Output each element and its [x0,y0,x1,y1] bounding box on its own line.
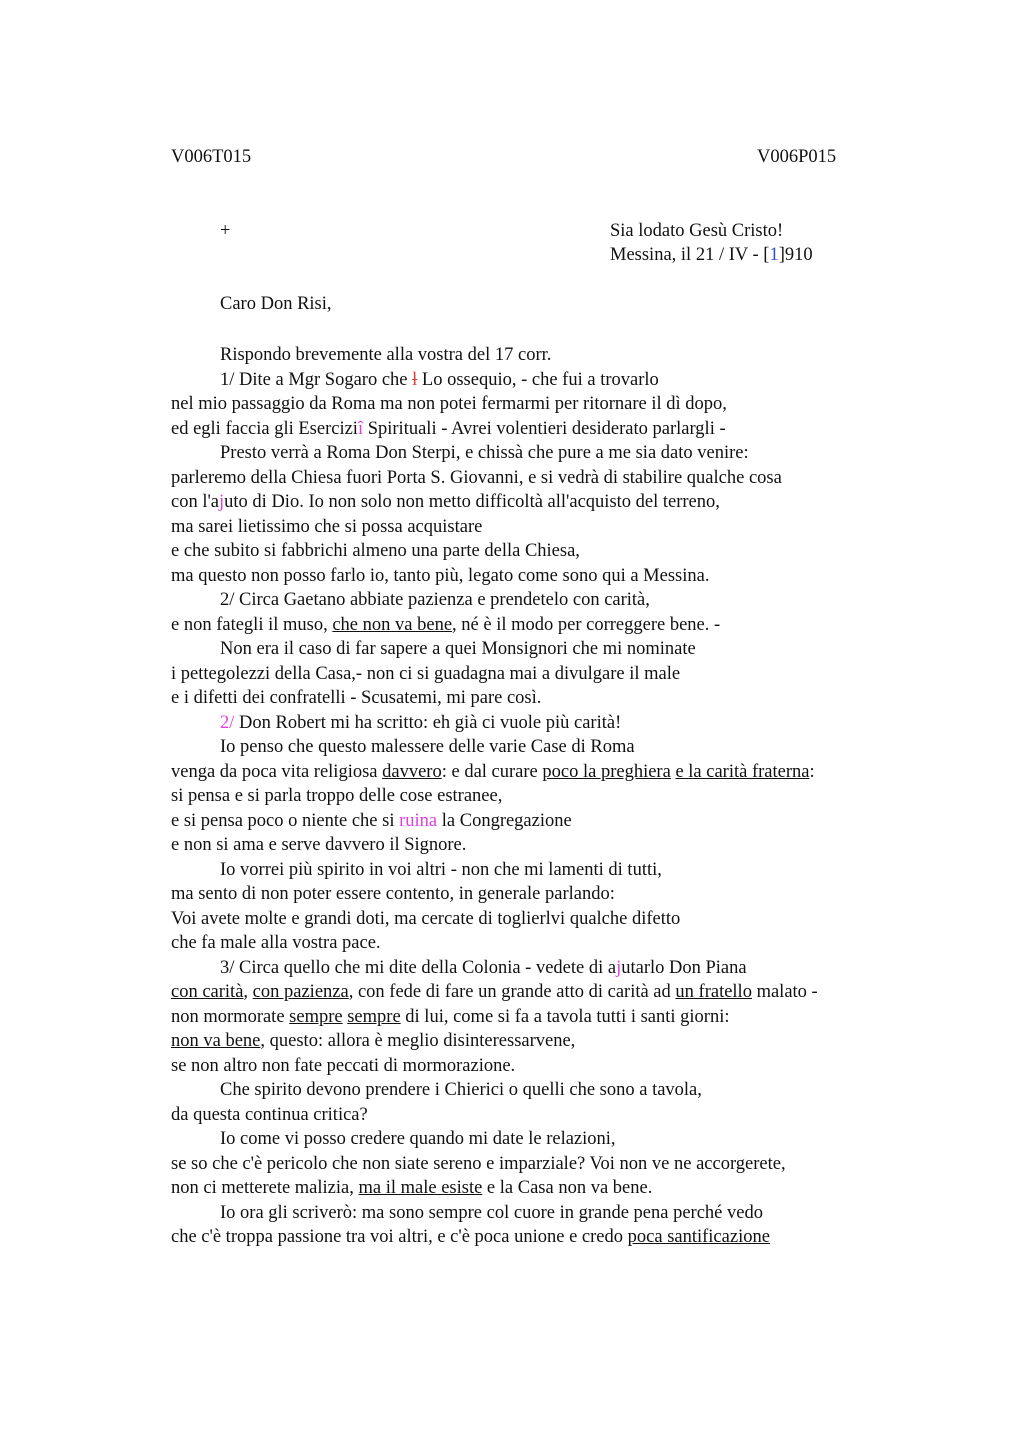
line-text: e non fategli il muso, [171,614,333,635]
line-text: non ci metterete malizia, [171,1178,359,1198]
line-text: di lui, come si fa a tavola tutti i santi giorni: [400,1006,730,1027]
line-text: e che subito si fabbrichi almeno una parte della Chiesa, [171,541,580,561]
line-text: Lo ossequio, - che fui a trovarlo [417,369,659,390]
underlined-text: poco la preghiera [542,761,671,782]
line-text: Io come vi posso credere quando mi date le relazioni, [220,1129,616,1149]
line-text: , né è il modo per correggere bene. - [452,614,721,635]
editorial-correction: ruina [399,810,438,831]
letter-line [171,613,951,638]
underlined-text: con pazienza [252,982,349,1002]
underlined-text: poca santificazione [627,1227,770,1247]
salutation-line: Sia lodato Gesù Cristo! [610,221,784,241]
underlined-text: non va bene [171,1031,261,1051]
letter-line [171,882,951,907]
line-text: ma sento di non poter essere contento, in generale parlando: [171,884,615,904]
line-text: se non altro non fate peccati di mormorazione. [171,1055,516,1076]
line-text: 3/ Circa quello che mi dite della Colonia - vedete di a [220,957,617,978]
line-text: : [809,761,815,782]
line-text: , con fede di fare un grande atto di carità ad [348,982,676,1002]
line-text: Don Robert mi ha scritto: eh già ci vuole più carità! [234,712,622,733]
letter-line [171,1103,951,1128]
letter-line [171,809,951,834]
letter-line [171,931,951,956]
line-text: che c'è troppa passione tra voi altri, e c'è poca unione e credo [171,1227,628,1247]
line-text: con l'a [171,492,220,512]
letter-line [171,539,951,564]
underlined-text: con carità [171,982,244,1002]
line-text: , [243,982,253,1002]
line-text: : e dal curare [441,761,543,782]
letter-line [171,833,951,858]
line-text: ma questo non posso farlo io, tanto più, legato come sono qui a Messina. [171,565,710,586]
letter-line [171,1078,951,1103]
underlined-text: sempre [347,1006,401,1027]
editorial-correction: 2 [220,712,230,733]
letter-line [171,392,951,417]
letter-line [171,637,951,662]
letter-line [171,490,951,515]
underlined-text: ma il male esiste [358,1178,483,1198]
letter-line [171,907,951,932]
letter-line [171,1176,951,1201]
line-text: parleremo della Chiesa fuori Porta S. Giovanni, e si vedrà di stabilire qualche cosa [171,467,782,488]
letter-line [171,1225,951,1250]
line-text: se so che c'è pericolo che non siate sereno e imparziale? Voi non ve ne accorgerete, [171,1153,786,1174]
line-text: non mormorate [171,1006,290,1027]
letter-line [171,1201,951,1226]
line-text: venga da poca vita religiosa [171,761,383,782]
line-text: nel mio passaggio da Roma ma non potei fermarmi per ritornare il dì dopo, [171,394,727,414]
letter-line [171,1005,951,1030]
letter-line [171,466,951,491]
letter-line [171,441,951,466]
line-text: si pensa e si parla troppo delle cose estranee, [171,786,503,806]
letter-line [171,588,951,613]
line-text: 1/ Dite a Mgr Sogaro che [220,369,413,390]
underlined-text: sempre [289,1006,343,1027]
line-text: i pettegolezzi della Casa,- non ci si guadagna mai a divulgare il male [171,663,681,684]
line-text: Rispondo brevemente alla vostra del 17 corr. [220,345,552,365]
letter-line [171,956,951,981]
line-text: Che spirito devono prendere i Chierici o quelli che sono a tavola, [220,1080,702,1100]
line-text: Io ora gli scriverò: ma sono sempre col cuore in grande pena perché vedo [220,1202,763,1223]
letter-line [171,760,951,785]
editorial-correction: / [229,712,235,733]
line-text: che fa male alla vostra pace. [171,933,381,953]
letter-line [171,784,951,809]
line-text: uto di Dio. Io non solo non metto difficoltà all'acquisto del terreno, [224,492,720,512]
line-text: Voi avete molte e grandi doti, ma cercate di toglierlvi qualche difetto [171,908,681,929]
dateline-text-end: ]910 [778,245,813,265]
dateline-editorial-insert: 1 [769,245,779,265]
line-text: Io penso che questo malessere delle varie Case di Roma [220,737,635,757]
line-text: Presto verrà a Roma Don Sterpi, e chissà che pure a me sia dato venire: [220,443,749,463]
line-text: e la Casa non va bene. [482,1178,653,1198]
line-text: Non era il caso di far sapere a quei Monsignori che mi nominate [220,639,696,659]
letter-line [171,735,951,760]
letter-line [171,343,951,368]
underlined-text: che non va bene [332,614,453,635]
line-text: la Congregazione [437,810,572,831]
line-text: Io vorrei più spirito in voi altri - non che mi lamenti di tutti, [220,859,662,880]
line-text: utarlo Don Piana [621,957,747,978]
letter-line [171,686,951,711]
line-text: Spirituali - Avrei volentieri desiderato parlargli - [363,418,726,439]
letter-line [171,1152,951,1177]
letter-line [171,858,951,883]
line-text: malato - [751,982,818,1002]
struck-character: l [412,369,418,390]
letter-line [171,368,951,393]
letter-line [171,417,951,442]
document-code-right: V006P015 [757,147,837,167]
letter-line [171,515,951,540]
line-text: e i difetti dei confratelli - Scusatemi, mi pare così. [171,688,542,708]
underlined-text: un fratello [675,982,752,1002]
dateline [610,245,813,266]
line-text: ed egli faccia gli Esercizi [171,418,358,439]
letter-line [171,1054,951,1079]
dateline-text: Messina, il 21 / IV - [ [610,245,770,265]
document-code-left: V006T015 [171,147,252,167]
editorial-correction: j [616,957,622,978]
line-text: ma sarei lietissimo che si possa acquistare [171,516,483,537]
line-text: e si pensa poco o niente che si [171,810,400,831]
line-text: 2/ Circa Gaetano abbiate pazienza e prendetelo con carità, [220,590,650,610]
line-text: , questo: allora è meglio disinteressarvene, [260,1031,576,1051]
letter-line [171,1029,951,1054]
letter-body [171,343,951,1250]
letter-line [171,980,951,1005]
letter-line [171,1127,951,1152]
letter-greeting: Caro Don Risi, [220,294,332,314]
underlined-text: davvero [382,761,442,782]
letter-line [171,711,951,736]
letter-line [171,662,951,687]
line-text: e non si ama e serve davvero il Signore. [171,835,467,855]
underlined-text: e la carità fraterna [675,761,810,782]
editorial-correction: j [219,492,225,512]
cross-symbol: + [220,221,231,241]
letter-line [171,564,951,589]
line-text: da questa continua critica? [171,1104,368,1125]
editorial-correction: î [357,418,364,439]
